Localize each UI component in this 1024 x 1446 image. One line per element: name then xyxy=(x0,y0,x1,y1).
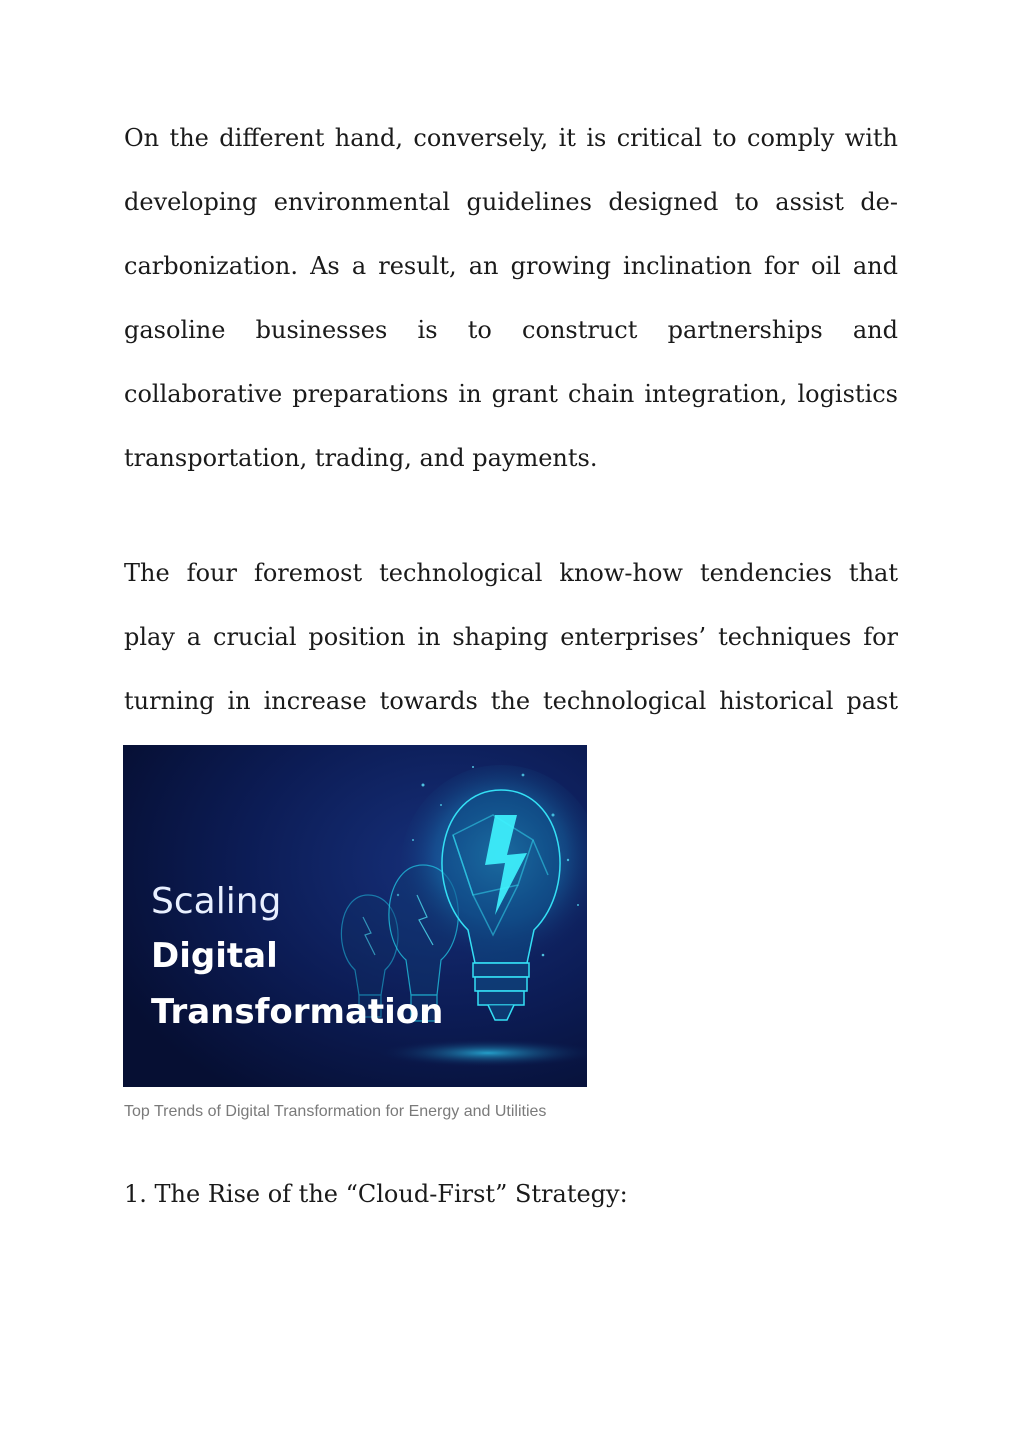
paragraph-technology-tendencies: The four foremost technological know-how tendencies that play a crucial position in shaping enterprises’ techniques for turning in increase towards the technological historical past xyxy=(124,559,898,715)
figure-caption: Top Trends of Digital Transformation for Energy and Utilities xyxy=(124,1103,547,1120)
image-text-transformation: Transformation xyxy=(151,992,444,1032)
image-text-scaling: Scaling xyxy=(151,881,282,922)
section-heading-cloud-first: 1. The Rise of the “Cloud-First” Strategy: xyxy=(124,1180,628,1208)
paragraph-environmental-guidelines: On the different hand, conversely, it is critical to comply with developing environmental guidelines designed to assist de-carbonization. As a result, an growing inclination for oil and gasoline businesses is to construct partnerships and collaborative preparations in grant chain integration, logistics transportation, trading, and payments. xyxy=(124,124,898,472)
digital-transformation-image xyxy=(123,745,587,1087)
image-text-digital: Digital xyxy=(151,936,278,976)
